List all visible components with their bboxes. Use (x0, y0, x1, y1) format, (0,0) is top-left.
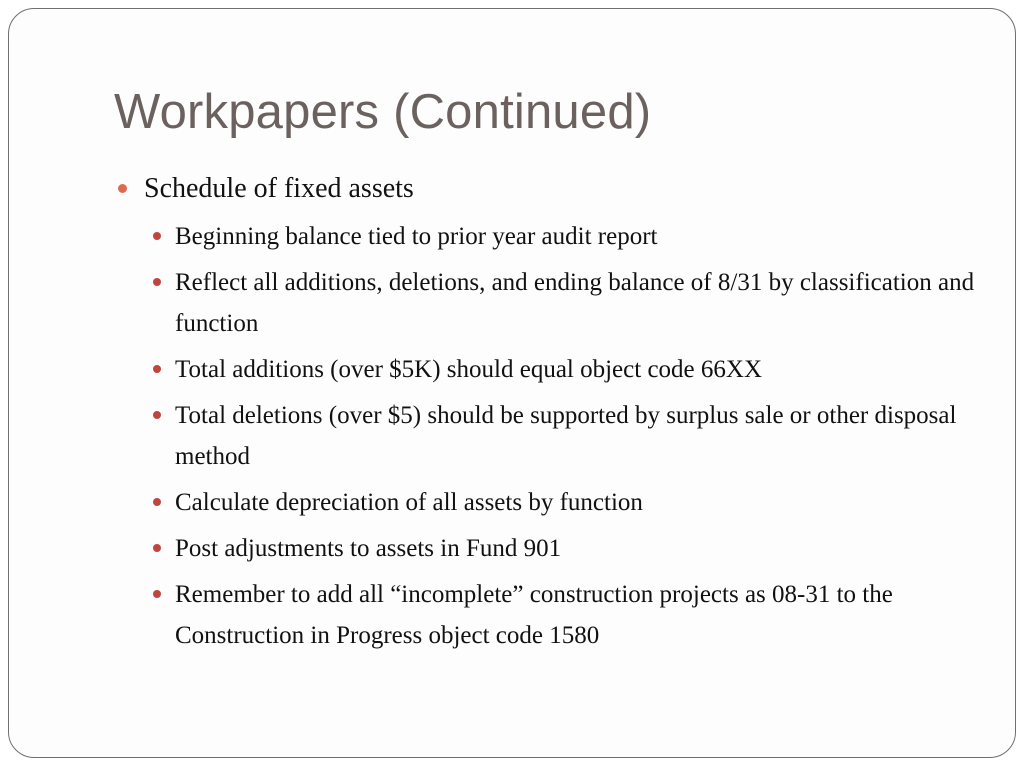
bullet-dot-icon (153, 365, 161, 373)
sub-bullet-item (150, 262, 976, 344)
sub-bullet-text: Reflect all additions, deletions, and ending balance of 8/31 by classification and function (175, 269, 975, 337)
sub-bullet-item (150, 349, 976, 390)
sub-bullet-item (150, 395, 976, 477)
sub-bullet-list (150, 216, 976, 656)
sub-bullet-item (150, 216, 976, 257)
sub-bullet-text: Post adjustments to assets in Fund 901 (175, 535, 562, 562)
sub-bullet-item (150, 574, 976, 656)
bullet-dot-icon (153, 278, 161, 286)
bullet-dot-icon (118, 184, 127, 193)
bullet-dot-icon (153, 232, 161, 240)
sub-bullet-text: Calculate depreciation of all assets by function (175, 489, 643, 516)
sub-bullet-text: Total additions (over $5K) should equal object code 66XX (175, 356, 762, 383)
sub-bullet-item (150, 528, 976, 569)
bullet-text: Schedule of fixed assets (144, 173, 414, 204)
bullet-item (116, 170, 976, 208)
sub-bullet-text: Remember to add all “incomplete” construction projects as 08-31 to the Construction in Progress object code 1580 (175, 581, 893, 649)
sub-bullet-item (150, 482, 976, 523)
bullet-dot-icon (153, 590, 161, 598)
sub-bullet-text: Beginning balance tied to prior year audit report (175, 223, 658, 250)
slide-content (116, 170, 976, 661)
slide-title: Workpapers (Continued) (114, 85, 652, 139)
bullet-dot-icon (153, 498, 161, 506)
bullet-dot-icon (153, 544, 161, 552)
sub-bullet-text: Total deletions (over $5) should be supported by surplus sale or other disposal method (175, 402, 957, 470)
bullet-dot-icon (153, 411, 161, 419)
